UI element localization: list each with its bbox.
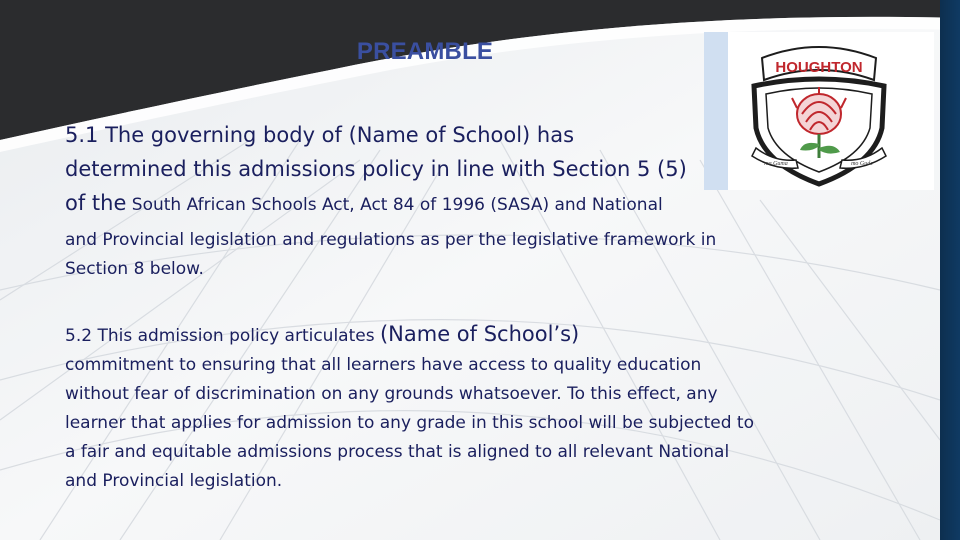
p1-line2: determined this admissions policy in line with Section 5 (5) [65, 157, 687, 181]
slide-title: PREAMBLE [356, 38, 494, 65]
p2-school-name: (Name of School’s) [379, 322, 580, 346]
logo-motto-right: mo Gude [851, 161, 873, 167]
paragraph-5-1-continued: and Provincial legislation and regulations as per the legislative framework in Section 8 below. [65, 230, 717, 279]
logo-banner-text: HOUGHTON [775, 59, 863, 76]
logo-motto-left: ma Guma [764, 161, 788, 167]
slide-body [65, 118, 765, 496]
p2-intro: 5.2 This admission policy articulates [65, 326, 380, 346]
p1-line3-small: South African Schools Act, Act 84 of 1996 (SASA) and National [126, 195, 663, 215]
paragraph-5-1 [65, 118, 765, 222]
p2-continued: commitment to ensuring that all learners have access to quality education without fear of discrimination on any grounds whatsoever. To this effect, any learner that applies for admission to any grade in this school will be subjected to a fair and equitable admissions process that is aligned to all relevant National and Provincial legislation. [65, 355, 754, 491]
p1-line3-big: of the [65, 191, 127, 215]
paragraph-5-2 [65, 320, 765, 496]
right-edge-stripe [940, 0, 960, 540]
p1-line1: 5.1 The governing body of (Name of School) has [65, 123, 575, 147]
